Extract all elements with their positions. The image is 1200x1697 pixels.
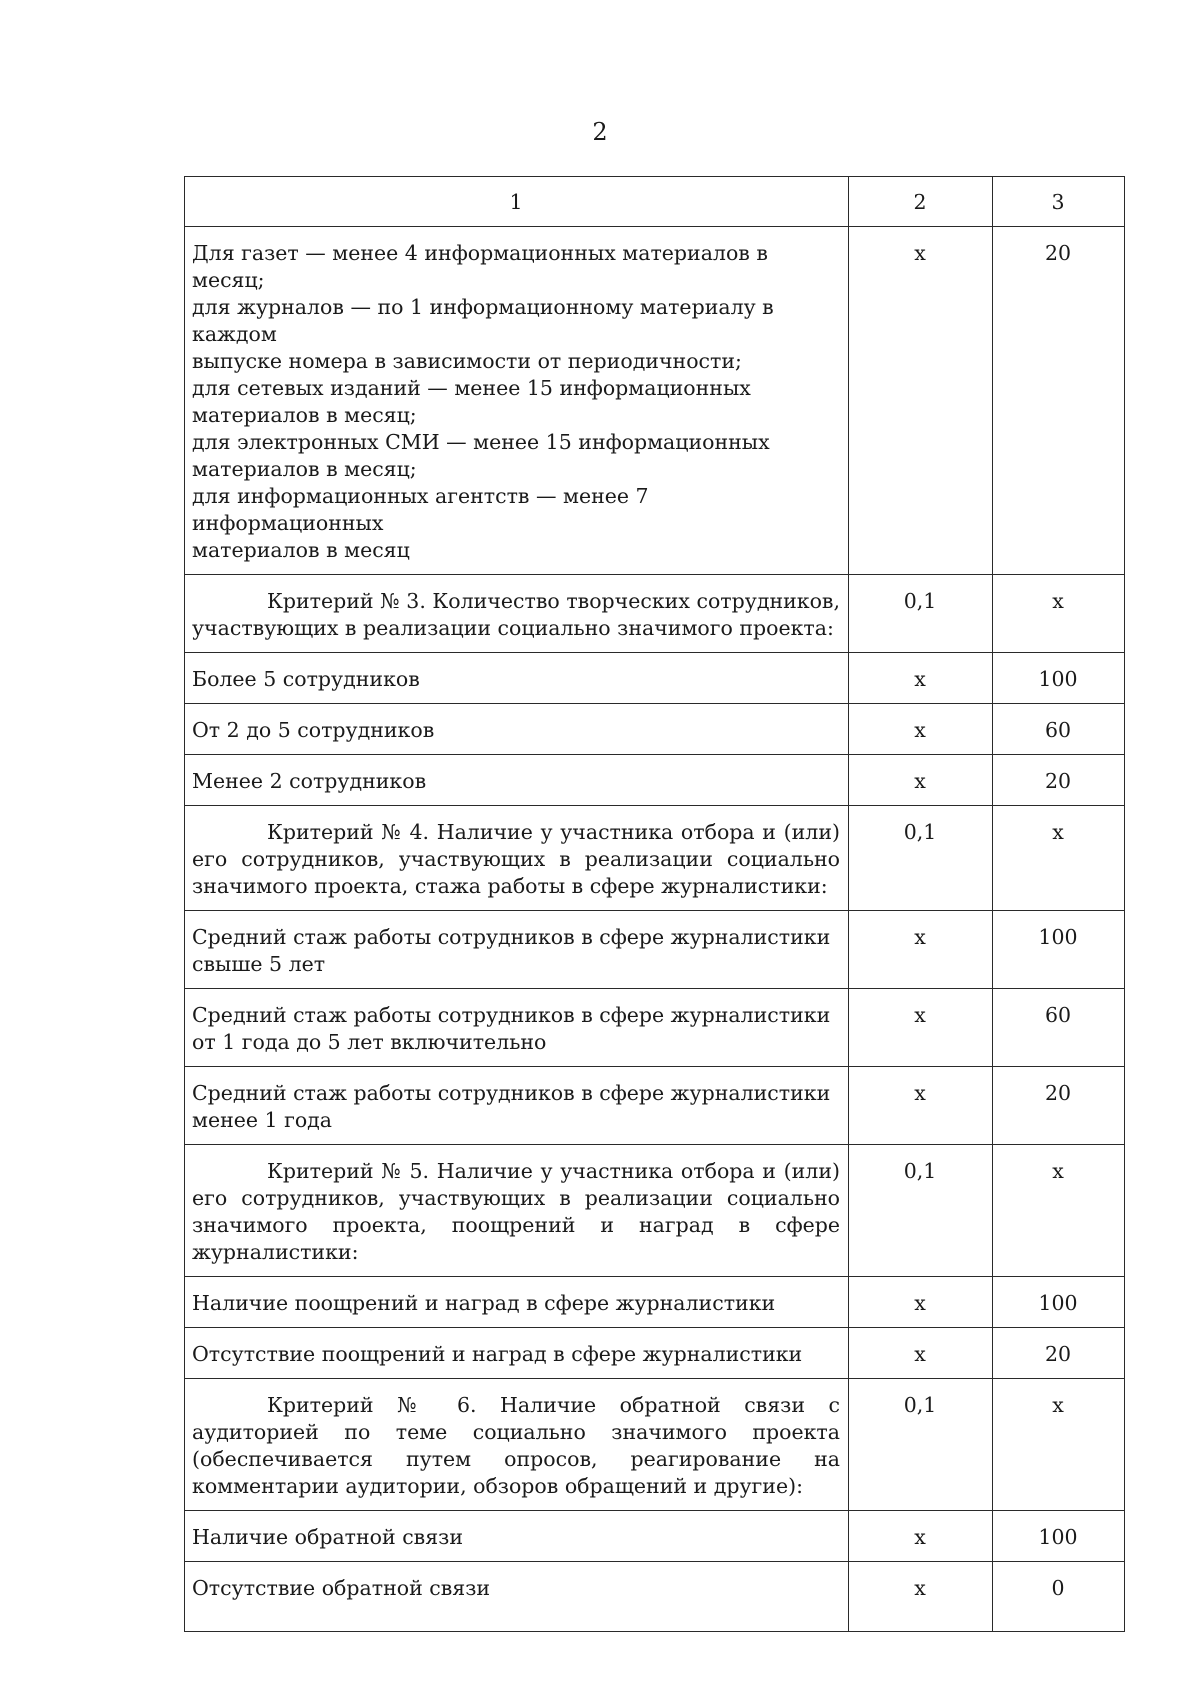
criterion-row [185,575,1125,653]
column-header-3: 3 [993,177,1125,227]
score-cell: 100 [993,1277,1125,1328]
row-description [185,755,849,806]
table-body [185,227,1125,1632]
row-description [185,989,849,1067]
table-row [185,227,1125,575]
criterion-description: Критерий № 6. Наличие обратной связи с аудиторией по теме социально значимого проекта (обеспечивается путем опросов, реагирование на комментарии аудитории, обзоров обращений и другие): [185,1379,849,1511]
table-row [185,1067,1125,1145]
description-line: Наличие обратной связи [192,1525,464,1549]
score-cell: х [993,1145,1125,1277]
score-cell: 20 [993,1328,1125,1379]
table-row [185,755,1125,806]
weight-cell: х [849,653,993,704]
description-line: Средний стаж работы сотрудников в сфере журналистики [192,1081,831,1105]
row-description [185,704,849,755]
description-line: для информационных агентств — менее 7 информационных [192,484,649,535]
row-description [185,1277,849,1328]
table-row [185,1511,1125,1562]
weight-cell: х [849,755,993,806]
weight-cell: х [849,1511,993,1562]
description-line: свыше 5 лет [192,952,326,976]
table-row [185,704,1125,755]
weight-cell: 0,1 [849,575,993,653]
score-cell: 20 [993,1067,1125,1145]
row-description [185,227,849,575]
row-description [185,1562,849,1632]
criterion-row [185,1145,1125,1277]
table-row [185,989,1125,1067]
page-number: 2 [592,118,608,146]
criterion-row [185,1379,1125,1511]
description-line: Средний стаж работы сотрудников в сфере журналистики [192,1003,831,1027]
weight-cell: х [849,1328,993,1379]
row-description [185,1511,849,1562]
description-line: Средний стаж работы сотрудников в сфере журналистики [192,925,831,949]
description-line: для электронных СМИ — менее 15 информационных [192,430,770,454]
criterion-description: Критерий № 4. Наличие у участника отбора и (или) его сотрудников, участвующих в реализации социально значимого проекта, стажа работы в сфере журналистики: [185,806,849,911]
row-description [185,1328,849,1379]
column-header-1: 1 [185,177,849,227]
weight-cell: х [849,1277,993,1328]
weight-cell: 0,1 [849,1379,993,1511]
score-cell: 20 [993,227,1125,575]
score-cell: 0 [993,1562,1125,1632]
score-cell: х [993,1379,1125,1511]
score-cell: х [993,806,1125,911]
description-line: От 2 до 5 сотрудников [192,718,435,742]
description-line: материалов в месяц [192,538,410,562]
criterion-description: Критерий № 5. Наличие у участника отбора и (или) его сотрудников, участвующих в реализации социально значимого проекта, поощрений и наград в сфере журналистики: [185,1145,849,1277]
weight-cell: х [849,1562,993,1632]
description-line: Отсутствие обратной связи [192,1576,491,1600]
description-line: Отсутствие поощрений и наград в сфере журналистики [192,1342,803,1366]
score-cell: х [993,575,1125,653]
table-row [185,653,1125,704]
weight-cell: х [849,704,993,755]
score-cell: 100 [993,1511,1125,1562]
row-description [185,1067,849,1145]
description-line: от 1 года до 5 лет включительно [192,1030,547,1054]
weight-cell: х [849,911,993,989]
score-cell: 60 [993,704,1125,755]
score-cell: 20 [993,755,1125,806]
row-description [185,911,849,989]
row-description [185,653,849,704]
description-line: выпуске номера в зависимости от периодичности; [192,349,742,373]
description-line: Наличие поощрений и наград в сфере журналистики [192,1291,776,1315]
table-row [185,1277,1125,1328]
table-row [185,911,1125,989]
description-line: Менее 2 сотрудников [192,769,427,793]
weight-cell: х [849,227,993,575]
score-cell: 100 [993,653,1125,704]
description-line: для сетевых изданий — менее 15 информационных [192,376,751,400]
table-row [185,1562,1125,1632]
column-header-2: 2 [849,177,993,227]
criterion-row [185,806,1125,911]
weight-cell: 0,1 [849,1145,993,1277]
description-line: Для газет — менее 4 информационных материалов в месяц; [192,241,768,292]
table-row [185,1328,1125,1379]
description-line: Более 5 сотрудников [192,667,420,691]
description-line: материалов в месяц; [192,457,417,481]
score-cell: 100 [993,911,1125,989]
description-line: менее 1 года [192,1108,333,1132]
score-cell: 60 [993,989,1125,1067]
table-header-row [185,177,1125,227]
description-line: материалов в месяц; [192,403,417,427]
weight-cell: х [849,989,993,1067]
criterion-description: Критерий № 3. Количество творческих сотрудников, участвующих в реализации социально значимого проекта: [185,575,849,653]
weight-cell: х [849,1067,993,1145]
criteria-table [184,176,1125,1632]
weight-cell: 0,1 [849,806,993,911]
description-line: для журналов — по 1 информационному материалу в каждом [192,295,774,346]
